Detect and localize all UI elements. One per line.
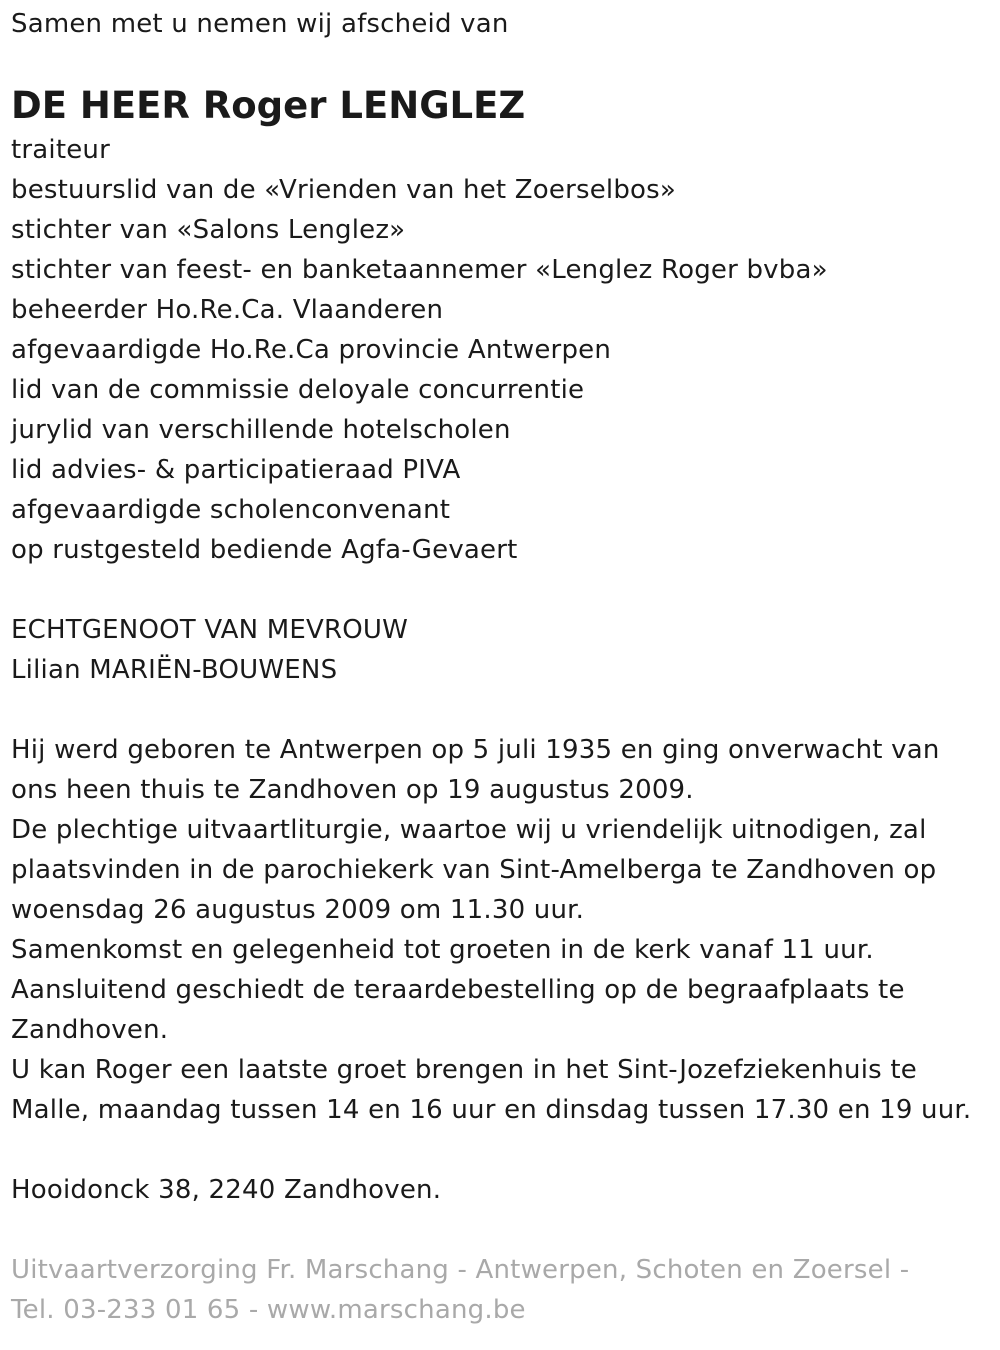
announcement-line: Aansluitend geschiedt de teraardebestelling op de begraafplaats te — [11, 975, 905, 1005]
funeral-home-footer — [11, 1250, 991, 1330]
titles-list — [11, 130, 991, 570]
section-gap — [11, 1130, 991, 1170]
announcement-line: De plechtige uitvaartliturgie, waartoe wij u vriendelijk uitnodigen, zal — [11, 815, 927, 845]
title-item: stichter van «Salons Lenglez» — [11, 215, 406, 245]
announcement-text — [11, 730, 991, 1130]
announcement-line: woensdag 26 augustus 2009 om 11.30 uur. — [11, 895, 585, 925]
title-item: jurylid van verschillende hotelscholen — [11, 415, 511, 445]
announcement-line: U kan Roger een laatste groet brengen in het Sint-Jozefziekenhuis te — [11, 1055, 917, 1085]
section-gap — [11, 570, 991, 610]
title-item: afgevaardigde Ho.Re.Ca provincie Antwerpen — [11, 335, 612, 365]
section-gap — [11, 1210, 991, 1250]
intro-text: Samen met u nemen wij afscheid van — [11, 9, 509, 39]
spouse-section — [11, 610, 991, 690]
title-item: lid advies- & participatieraad PIVA — [11, 455, 461, 485]
section-gap — [11, 690, 991, 730]
announcement-line: Zandhoven. — [11, 1015, 169, 1045]
announcement-line: Samenkomst en gelegenheid tot groeten in de kerk vanaf 11 uur. — [11, 935, 874, 965]
deceased-name: DE HEER Roger LENGLEZ — [11, 84, 526, 127]
title-item: stichter van feest- en banketaannemer «Lenglez Roger bvba» — [11, 255, 828, 285]
footer-line: Uitvaartverzorging Fr. Marschang - Antwerpen, Schoten en Zoersel - — [11, 1255, 910, 1285]
address: Hooidonck 38, 2240 Zandhoven. — [11, 1175, 442, 1205]
spouse-heading: ECHTGENOOT VAN MEVROUW — [11, 615, 409, 645]
title-item: bestuurslid van de «Vrienden van het Zoerselbos» — [11, 175, 677, 205]
announcement-line: plaatsvinden in de parochiekerk van Sint-Amelberga te Zandhoven op — [11, 855, 937, 885]
footer-line: Tel. 03-233 01 65 - www.marschang.be — [11, 1295, 526, 1325]
announcement-line: ons heen thuis te Zandhoven op 19 augustus 2009. — [11, 775, 694, 805]
title-item: beheerder Ho.Re.Ca. Vlaanderen — [11, 295, 444, 325]
spouse-name: Lilian MARIËN-BOUWENS — [11, 655, 338, 685]
title-item: afgevaardigde scholenconvenant — [11, 495, 451, 525]
announcement-line: Malle, maandag tussen 14 en 16 uur en dinsdag tussen 17.30 en 19 uur. — [11, 1095, 972, 1125]
title-item: op rustgesteld bediende Agfa-Gevaert — [11, 535, 518, 565]
title-item: lid van de commissie deloyale concurrentie — [11, 375, 585, 405]
announcement-line: Hij werd geboren te Antwerpen op 5 juli 1935 en ging onverwacht van — [11, 735, 940, 765]
title-item: traiteur — [11, 135, 110, 165]
obituary-notice — [11, 0, 991, 1330]
